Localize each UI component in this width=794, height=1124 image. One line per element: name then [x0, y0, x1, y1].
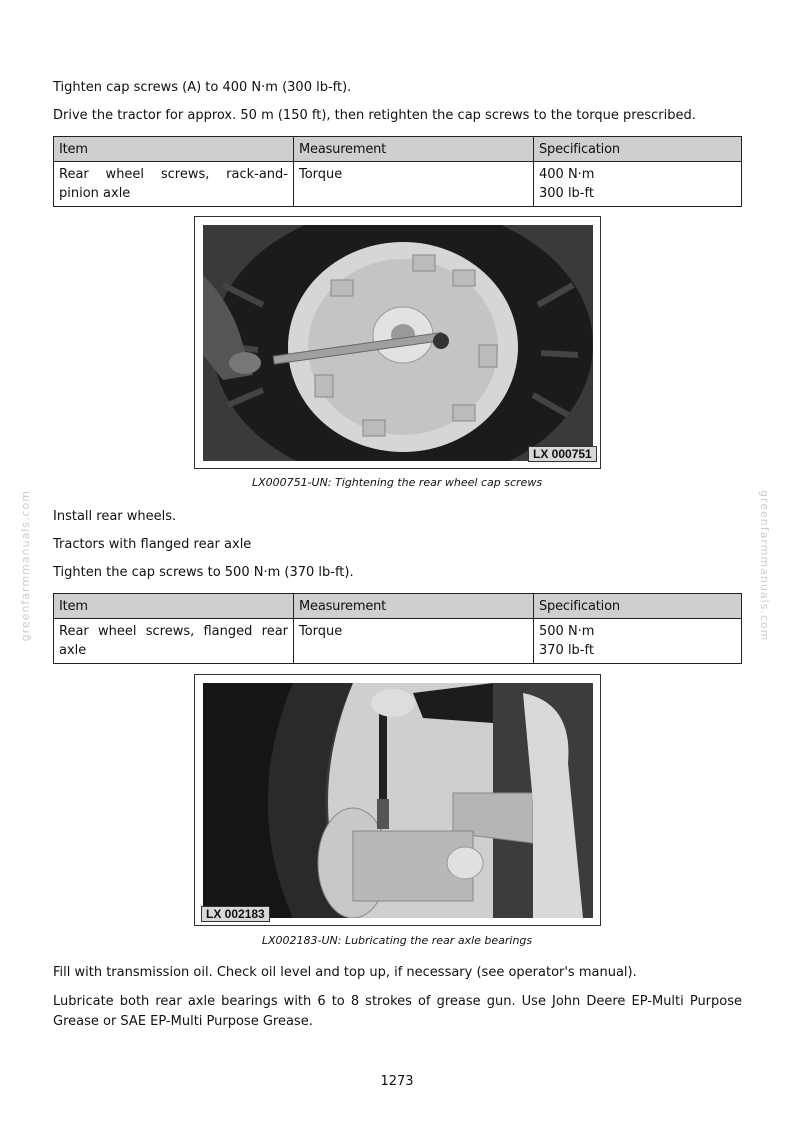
spec-imperial: 370 lb-ft	[539, 643, 594, 658]
instruction-tighten-cap-screws: Tighten cap screws (A) to 400 N·m (300 lb-ft).	[53, 80, 352, 95]
instruction-drive-retighten: Drive the tractor for approx. 50 m (150 ft), then retighten the cap screws to the torque prescribed.	[53, 108, 696, 123]
cell-measurement: Torque	[294, 619, 534, 664]
table-header-row	[54, 137, 742, 162]
instruction-flanged-axle: Tractors with flanged rear axle	[53, 537, 252, 552]
table-row	[54, 619, 742, 664]
instruction-fill-oil: Fill with transmission oil. Check oil level and top up, if necessary (see operator's manual).	[53, 965, 637, 980]
header-measurement: Measurement	[294, 594, 534, 619]
spec-imperial: 300 lb-ft	[539, 186, 594, 201]
figure-code-label: LX 002183	[201, 906, 270, 922]
instruction-tighten-500: Tighten the cap screws to 500 N·m (370 lb-ft).	[53, 565, 354, 580]
figure-caption: LX002183-UN: Lubricating the rear axle bearings	[261, 934, 533, 947]
header-specification: Specification	[534, 137, 742, 162]
figure-caption: LX000751-UN: Tightening the rear wheel cap screws	[251, 476, 543, 489]
cell-item: Rear wheel screws, flanged rear axle	[54, 619, 294, 664]
page-number: 1273	[380, 1074, 414, 1089]
spec-table-rack-pinion	[53, 136, 742, 207]
header-item: Item	[54, 137, 294, 162]
header-measurement: Measurement	[294, 137, 534, 162]
instruction-install-wheels: Install rear wheels.	[53, 509, 177, 524]
cell-specification	[534, 162, 742, 207]
watermark-left: greenfarmmanuals.com	[19, 490, 32, 642]
wheel-photo-illustration	[203, 225, 593, 461]
instruction-lubricate-bearings: Lubricate both rear axle bearings with 6 to 8 strokes of grease gun. Use John Deere EP-Multi Purpose Grease or SAE EP-Multi Purpose Grease.	[53, 994, 742, 1029]
figure-code-label: LX 000751	[528, 446, 597, 462]
axle-photo-illustration	[203, 683, 593, 918]
spec-metric: 500 N·m	[539, 624, 595, 639]
figure-axle-grease-photo	[194, 674, 601, 926]
cell-measurement: Torque	[294, 162, 534, 207]
table-header-row	[54, 594, 742, 619]
cell-specification	[534, 619, 742, 664]
watermark-right: greenfarmmanuals.com	[758, 490, 771, 642]
table-row	[54, 162, 742, 207]
cell-item: Rear wheel screws, rack-and-pinion axle	[54, 162, 294, 207]
spec-metric: 400 N·m	[539, 167, 595, 182]
figure-wheel-torque-photo	[194, 216, 601, 469]
header-specification: Specification	[534, 594, 742, 619]
spec-table-flanged	[53, 593, 742, 664]
header-item: Item	[54, 594, 294, 619]
